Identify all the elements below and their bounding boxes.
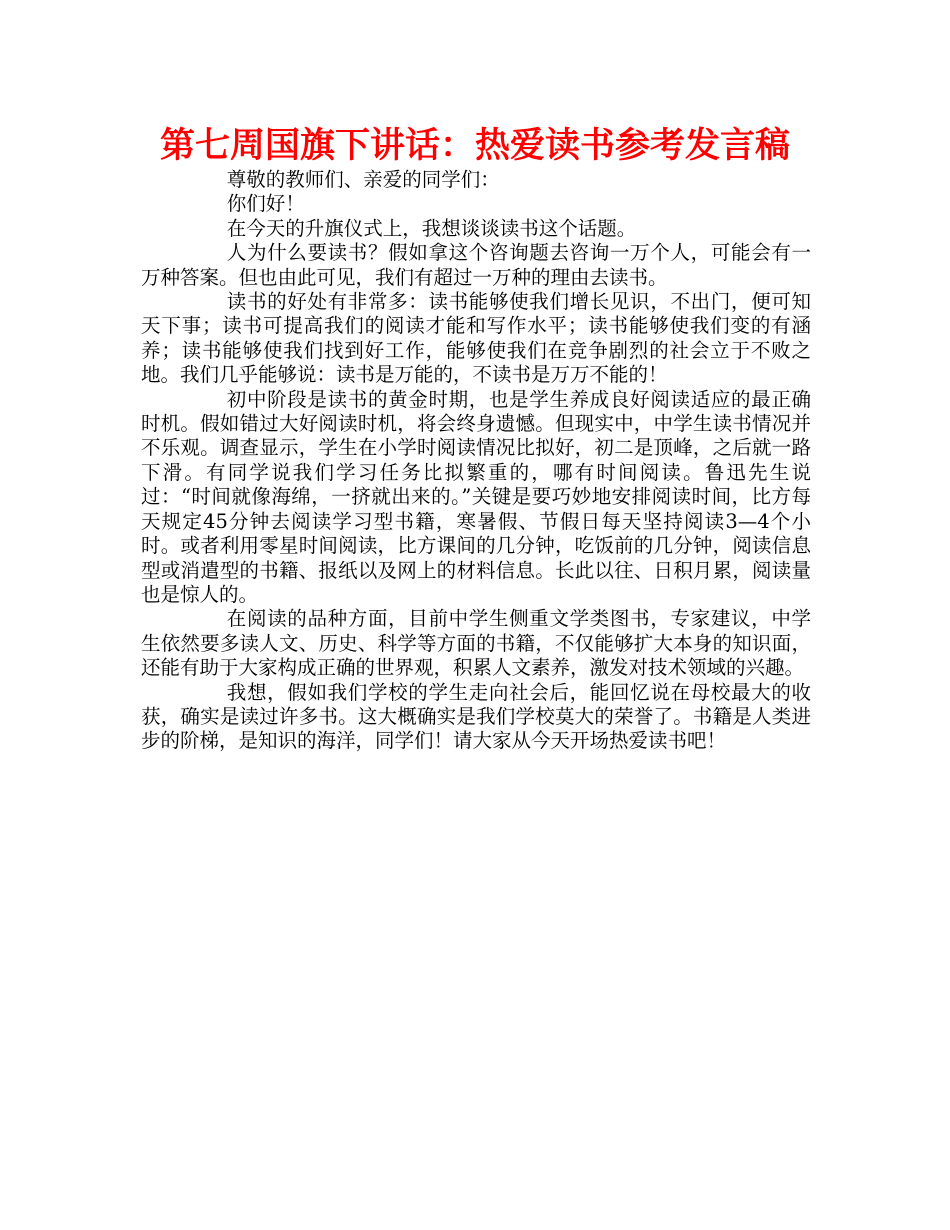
paragraph-closing: 我想，假如我们学校的学生走向社会后，能回忆说在母校最大的收获，确实是读过许多书。这大概确实是我们学校莫大的荣誉了。书籍是人类进步的阶梯，是知识的海洋，同学们！请大家从今天开场热爱读书吧！ <box>141 680 811 753</box>
paragraph-greeting: 你们好！ <box>226 192 305 216</box>
paragraph: 初中阶段是读书的黄金时期，也是学生养成良好阅读适应的最正确时机。假如错过大好阅读时机，将会终身遗憾。但现实中，中学生读书情况并不乐观。调查显示，学生在小学时阅读情况比拟好，初二是顶峰，之后就一路下滑。有同学说我们学习任务比拟繁重的，哪有时间阅读。鲁迅先生说过：“时间就像海绵，一挤就出来的。”关键是要巧妙地安排阅读时间，比方每天规定45分钟去阅读学习型书籍，寒暑假、节假日每天坚持阅读3—4个小时。或者利用零星时间阅读，比方课间的几分钟，吃饭前的几分钟，阅读信息型或消遣型的书籍、报纸以及网上的材料信息。长此以往、日积月累，阅读量也是惊人的。 <box>141 387 811 606</box>
paragraph: 在阅读的品种方面，目前中学生侧重文学类图书，专家建议，中学生依然要多读人文、历史、科学等方面的书籍，不仅能够扩大本身的知识面，还能有助于大家构成正确的世界观，积累人文素养，激发对技术领域的兴趣。 <box>141 607 811 680</box>
paragraph-salutation: 尊敬的教师们、亲爱的同学们： <box>226 168 500 191</box>
document-title: 第七周国旗下讲话：热爱读书参考发言稿 <box>159 126 790 166</box>
paragraph: 人为什么要读书？假如拿这个咨询题去咨询一万个人，可能会有一万种答案。但也由此可见，我们有超过一万种的理由去读书。 <box>141 241 811 289</box>
paragraph: 读书的好处有非常多：读书能够使我们增长见识，不出门，便可知天下事；读书可提高我们的阅读才能和写作水平；读书能够使我们变的有涵养；读书能够使我们找到好工作，能够使我们在竞争剧烈的社会立于不败之地。我们几乎能够说：读书是万能的，不读书是万万不能的！ <box>141 290 811 387</box>
paragraph-intro: 在今天的升旗仪式上，我想谈谈读书这个话题。 <box>226 216 637 240</box>
document-body <box>141 168 811 754</box>
